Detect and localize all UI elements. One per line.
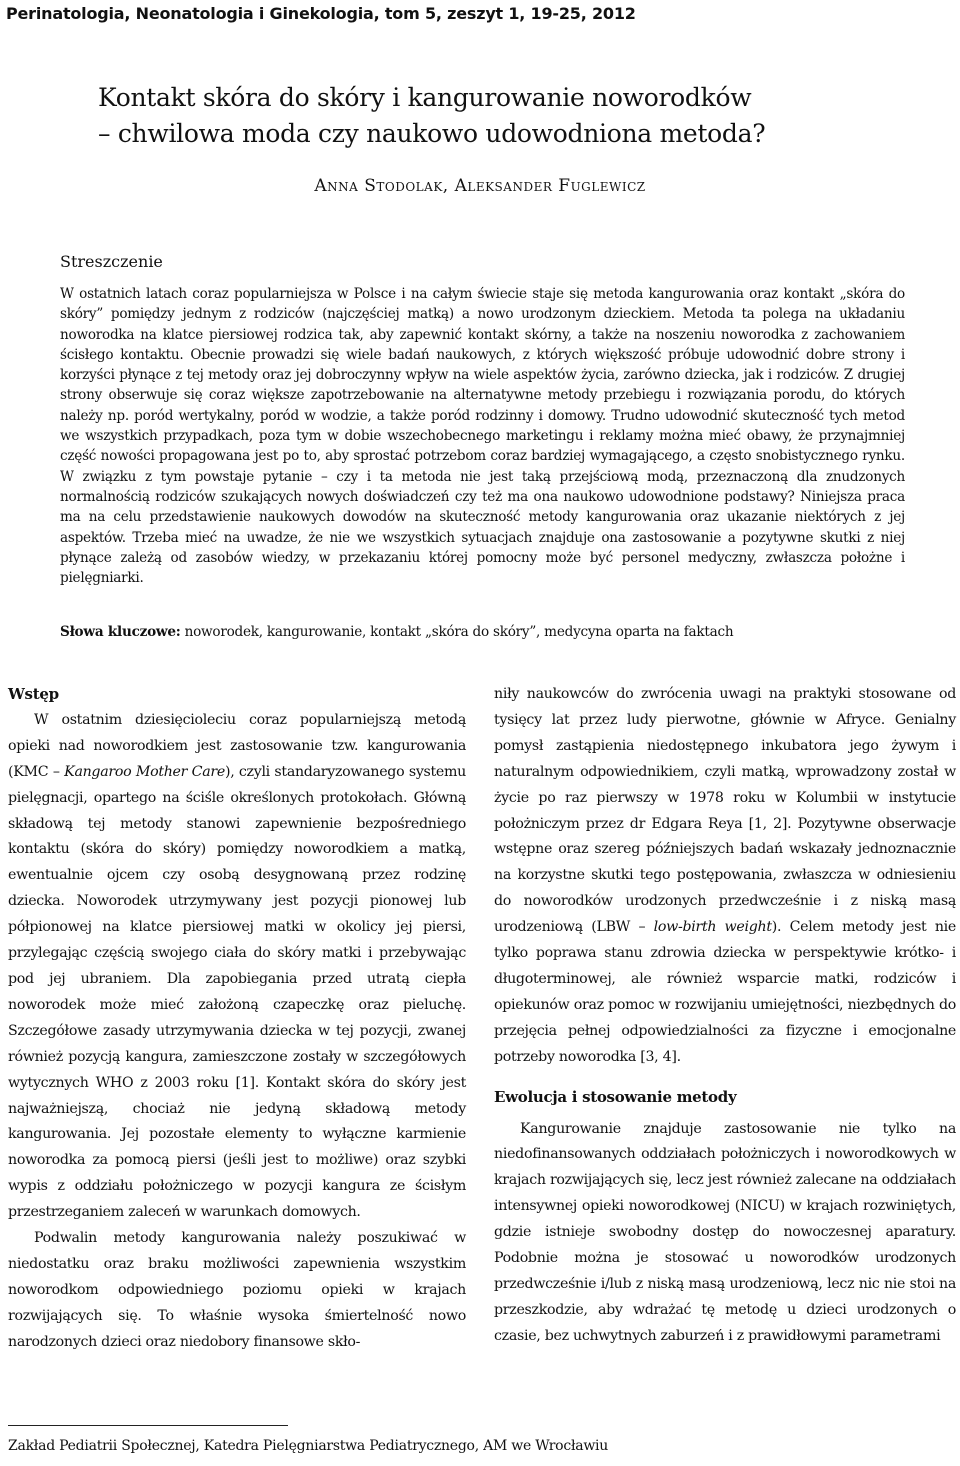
section-heading-intro: Wstęp [8,685,59,703]
right-column [494,682,956,1350]
intro-paragraph-1 [8,708,466,1226]
intro-paragraph-2: Podwalin metody kangurowania należy poszukiwać w niedostatku oraz braku możliwości zapewnienia wszystkim noworodkom odpowiedniego poziomu opieki w krajach rozwijających się. To właśnie wysoka śmiertelność nowo narodzonych dzieci oraz niedobory finansowe skło- [8,1230,466,1350]
section-heading-evolution: Ewolucja i stosowanie metody [494,1087,737,1106]
right-p1-text-b: ). Celem metody jest nie tylko poprawa stanu zdrowia dziecka w perspektywie krótko- i długoterminowej, ale również wsparcie matki, rodziców i opiekunów oraz pomoc w rozwijaniu umiejętności, niezbędnych do przejęcia pełnej odpowiedzialności za fizyczne i emocjonalne potrzeby noworodka [3, 4]. [494,919,956,1065]
left-column [8,682,466,1356]
right-paragraph-1 [494,682,956,1071]
keywords-list: noworodek, kangurowanie, kontakt „skóra do skóry”, medycyna oparta na faktach [184,624,734,640]
footnote-rule [8,1425,288,1426]
abstract-text: W ostatnich latach coraz popularniejsza w Polsce i na całym świecie staje się metoda kangurowania oraz kontakt „skóra do skóry” pomiędzy jednym z rodziców (najczęściej matką) a nowo urodzonym dzieckiem. Metoda ta polega na układaniu noworodka na klatce piersiowej rodzica tak, aby zapewnić kontakt skórny, a także na noszeniu noworodka z zachowaniem ścisłego kontaktu. Obecnie prowadzi się wiele badań naukowych, z których większość próbuje udowodnić dobre strony i korzyści płynące z tej metody oraz jej dobroczynny wpływ na wiele aspektów życia, zarówno dziecka, jak i rodziców. Z drugiej strony obserwuje się coraz większe zapotrzebowanie na alternatywne metody przebiegu i rozwiązania porodu, do których należy np. poród wertykalny, poród w wodzie, a także poród rodzinny i domowy. Trudno udowodnić skuteczność tych metod we wszystkich przypadkach, poza tym w dobie wszechobecnego marketingu i reklamy można mieć obawy, że przynajmniej część nowości propagowana jest po to, aby sprostać potrzebom coraz bardziej wymagającego, a często snobistycznego rynku. W związku z tym powstaje pytanie – czy i ta metoda nie jest taką przejściową modą, przeznaczoną dla znudzonych normalnością rodziców szukających nowych doświadczeń czy też ma ona naukowo udowodnione podstawy? Niniejsza praca ma na celu przedstawienie naukowych dowodów na skuteczność metody kangurowania oraz ukazanie niektórych z jej aspektów. Trzeba mieć na uwadze, że nie we wszystkich sytuacjach znajduje ona zastosowanie a pozytywne skutki z niej płynące zależą od zasobów wiedzy, w przekazaniu której pomocny może być personel medyczny, zwłaszcza położne i pielęgniarki. [60,286,905,587]
abstract-heading: Streszczenie [60,252,163,271]
intro-p1-italic: Kangaroo Mother Care [64,763,225,780]
title-line-2: – chwilowa moda czy naukowo udowodniona metoda? [98,119,766,148]
right-p1-text-a: niły naukowców do zwrócenia uwagi na praktyki stosowane od tysięcy lat przez ludy pierwotne, głównie w Afryce. Genialny pomysł zastąpienia niedostępnego inkubatora jego żywym i naturalnym odpowiednikiem, czyli matką, wprowadzony został w życie po raz pierwszy w 1978 roku w Kolumbii w instytucie położniczym przez dr Edgara Reya [1, 2]. Pozytywne obserwacje wstępne oraz szereg późniejszych badań wskazały jednoznacznie na korzystne skutki tego postępowania, zwłaszcza w odniesieniu do noworodków urodzonych przedwcześnie i z niską masą urodzeniową (LBW – [494,686,956,936]
journal-header: Perinatologia, Neonatologia i Ginekologia, tom 5, zeszyt 1, 19-25, 2012 [6,4,636,23]
keywords-label: Słowa kluczowe: [60,624,181,640]
section-spacer [494,1071,956,1085]
intro-p1-text-a: W ostatnim dziesięcioleciu coraz popularniejszą metodą opieki nad noworodkiem jest zastosowanie tzw. kangurowania (KMC – [8,711,466,780]
authors: Anna Stodolak, Aleksander Fuglewicz [314,176,646,196]
evolution-paragraph: Kangurowanie znajduje zastosowanie nie tylko na niedofinansowanych oddziałach położniczych i noworodkowych w krajach rozwijających się, lecz jest również zalecane na oddziałach intensywnej opieki noworodkowej (NICU) w krajach rozwiniętych, gdzie istnieje swobodny dostęp do nowoczesnej aparatury. Podobnie można je stosować u noworodków urodzonych przedwcześnie i/lub z niską masą urodzeniową, lecz nic nie stoi na przeszkodzie, aby wdrażać tę metodę u dzieci urodzonych o czasie, bez uchwytnych zaburzeń i z prawidłowymi parametrami [494,1120,956,1344]
keywords [60,622,920,642]
affiliation-footnote: Zakład Pediatrii Społecznej, Katedra Pielęgniarstwa Pediatrycznego, AM we Wrocławiu [8,1438,609,1454]
title-line-1: Kontakt skóra do skóry i kangurowanie noworodków [98,83,752,112]
intro-p1-text-b: ), czyli standaryzowanego systemu pielęgnacji, opartego na ściśle określonych protokołach. Główną składową tej metody stanowi zapewnienie bezpośredniego kontaktu (skóra do skóry) pomiędzy noworodkiem a matką, ewentualnie ojcem czy osobą desygnowaną przez rodzinę dziecka. Noworodek utrzymywany jest pozycji pionowej lub półpionowej na klatce piersiowej matki w okolicy jej piersi, przylegając częścią swojego ciała do skóry matki i przebywając pod jej ubraniem. Dla zapobiegania przed utratą ciepła noworodek może mieć założoną czapeczkę oraz pieluchę. Szczegółowe zasady utrzymywania dziecka w tej pozycji, zwanej również pozycją kangura, zamieszczone zostały w szczegółowych wytycznych WHO z 2003 roku [1]. Kontakt skóra do skóry jest najważniejszą, chociaż nie jedyną składową metody kangurowania. Jej pozostałe elementy to wyłączne karmienie noworodka za pomocą piersi (jeśli jest to możliwe) oraz szybki wypis z oddziału położniczego w pozycji kangura ze ścisłym przestrzeganiem zaleceń w warunkach domowych. [8,763,466,1221]
right-p1-italic: low-birth weight [653,919,772,936]
article-title [98,80,898,152]
